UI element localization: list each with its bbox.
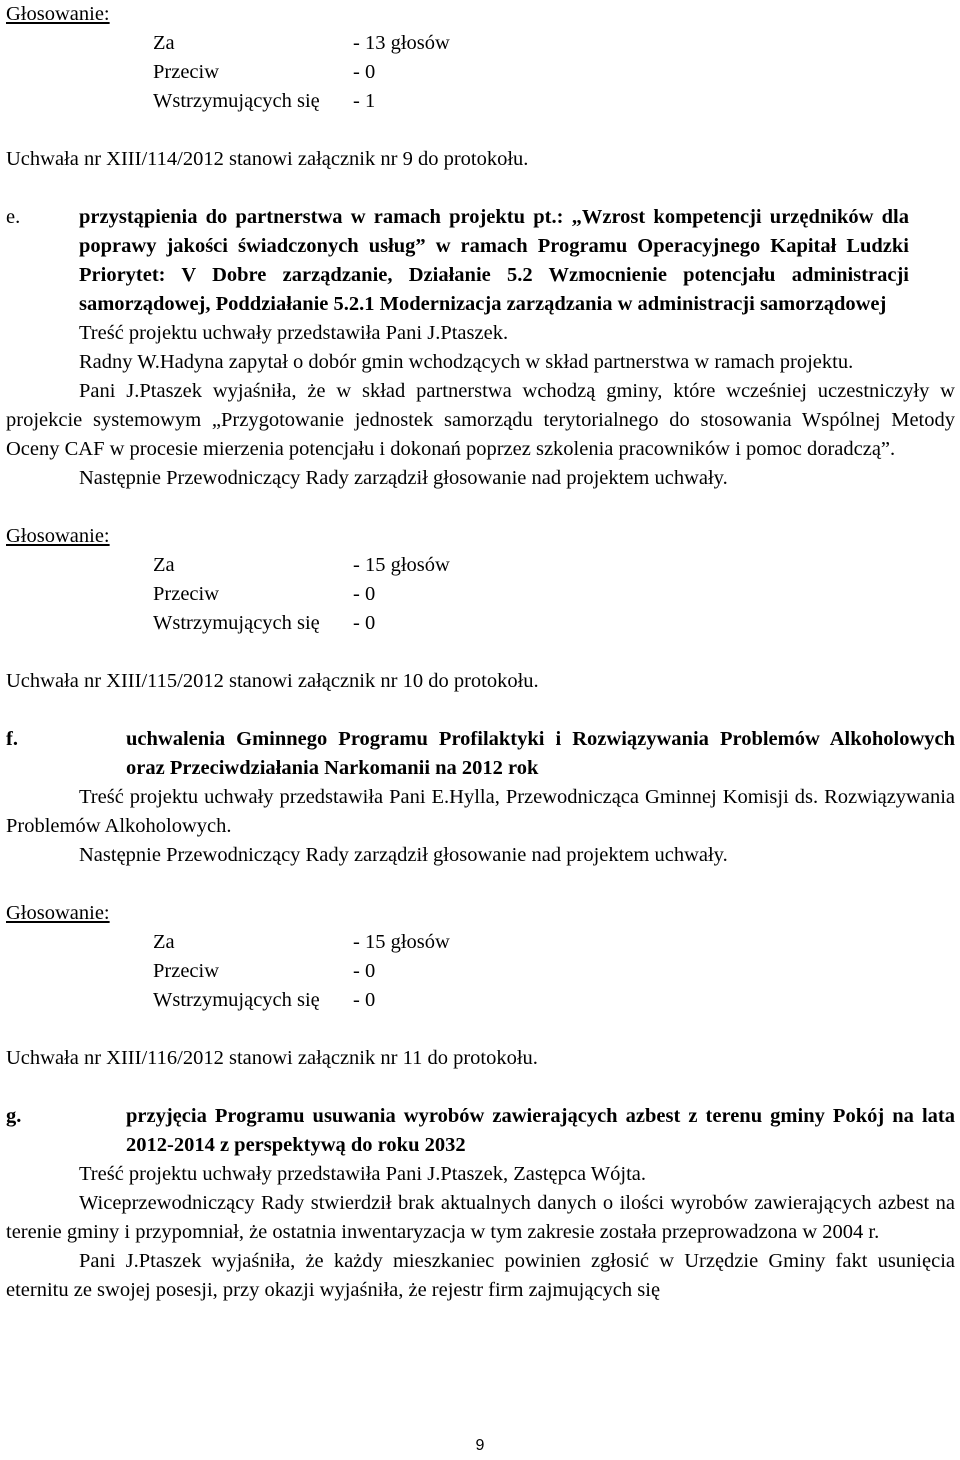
vote-section-1 [6,0,955,174]
item-title: przystąpienia do partnerstwa w ramach projektu pt.: „Wzrost kompetencji urzędników dla poprawy jakości świadczonych usług” w ramach Programu Operacyjnego Kapitał Ludzki Priorytet: V Dobre zarządzanie, Działanie 5.2 Wzmocnienie potencjału administracji samorządowej, Poddziałanie 5.2.1 Modernizacja zarządzania w administracji samorządowej [79,206,909,315]
vote-value: - 0 [353,612,376,634]
presented-by: Treść projektu uchwały przedstawiła Pani E.Hylla, Przewodnicząca Gminnej Komisji ds. Rozwiązywania Problemów Alkoholowych. [6,786,955,837]
agenda-item-e [6,203,955,493]
statement-text: Wiceprzewodniczący Rady stwierdził brak aktualnych danych o ilości wyrobów zawierających azbest na terenie gminy i przypomniał, że ostatnia inwentaryzacja w tym zakresie została przeprowadzona w 2004 r. [6,1192,955,1243]
vote-label: Wstrzymujących się [153,989,320,1011]
page-number: 9 [475,1437,485,1454]
vote-row-przeciw [153,580,955,609]
presented-by: Treść projektu uchwały przedstawiła Pani J.Ptaszek, Zastępca Wójta. [79,1163,647,1185]
vote-section-3 [6,899,955,1073]
vote-row-za [153,928,955,957]
vote-section-2 [6,522,955,696]
vote-row-wstrzymujacych [153,87,955,116]
vote-label: Przeciw [153,960,220,982]
item-title: przyjęcia Programu usuwania wyrobów zawierających azbest z terenu gminy Pokój na lata 2012-2014 z perspektywą do roku 2032 [126,1105,955,1156]
vote-label: Przeciw [153,583,220,605]
item-letter: g. [6,1105,22,1127]
vote-value: - 0 [353,989,376,1011]
vote-label: Wstrzymujących się [153,90,320,112]
vote-row-wstrzymujacych [153,609,955,638]
vote-value: - 15 głosów [353,931,450,953]
vote-label: Za [153,931,175,953]
vote-results [153,928,955,1015]
item-letter: e. [6,206,21,228]
vote-value: - 0 [353,583,376,605]
vote-row-przeciw [153,957,955,986]
vote-heading: Głosowanie: [6,525,110,547]
agenda-item-g [6,1102,955,1305]
vote-label: Przeciw [153,61,220,83]
vote-row-za [153,29,955,58]
vote-results [153,551,955,638]
presented-by: Treść projektu uchwały przedstawiła Pani J.Ptaszek. [79,322,509,344]
vote-heading: Głosowanie: [6,3,110,25]
vote-label: Wstrzymujących się [153,612,320,634]
vote-row-za [153,551,955,580]
answer-text: Pani J.Ptaszek wyjaśniła, że w skład partnerstwa wchodzą gminy, które wcześniej uczestniczyły w projekcie systemowym „Przygotowanie jednostek samorządu terytorialnego do stosowania Wspólnej Metody Oceny CAF w procesie mierzenia potencjału i dokonań poprzez szkolenia pracowników i pomoc doradczą”. [6,380,955,460]
vote-value: - 13 głosów [353,32,450,54]
agenda-item-f [6,725,955,870]
vote-value: - 1 [353,90,376,112]
resolution-text: Uchwała nr XIII/114/2012 stanowi załącznik nr 9 do protokołu. [6,148,529,170]
vote-value: - 0 [353,61,376,83]
vote-row-wstrzymujacych [153,986,955,1015]
document-page [6,3,955,1305]
question-text: Radny W.Hadyna zapytał o dobór gmin wchodzących w skład partnerstwa w ramach projektu. [79,351,854,373]
vote-value: - 0 [353,960,376,982]
resolution-text: Uchwała nr XIII/115/2012 stanowi załącznik nr 10 do protokołu. [6,670,539,692]
vote-value: - 15 głosów [353,554,450,576]
item-title: uchwalenia Gminnego Programu Profilaktyki i Rozwiązywania Problemów Alkoholowych oraz Przeciwdziałania Narkomanii na 2012 rok [126,728,955,779]
vote-heading: Głosowanie: [6,902,110,924]
vote-label: Za [153,32,175,54]
vote-label: Za [153,554,175,576]
answer-text: Pani J.Ptaszek wyjaśniła, że każdy mieszkaniec powinien zgłosić w Urzędzie Gminy fakt usunięcia eternitu ze swojej posesji, przy okazji wyjaśniła, że rejestr firm zajmujących się [6,1250,955,1301]
next-step-text: Następnie Przewodniczący Rady zarządził głosowanie nad projektem uchwały. [79,844,728,866]
next-step-text: Następnie Przewodniczący Rady zarządził głosowanie nad projektem uchwały. [79,467,728,489]
vote-results [153,29,955,116]
vote-row-przeciw [153,58,955,87]
resolution-text: Uchwała nr XIII/116/2012 stanowi załącznik nr 11 do protokołu. [6,1047,538,1069]
item-letter: f. [6,728,18,750]
